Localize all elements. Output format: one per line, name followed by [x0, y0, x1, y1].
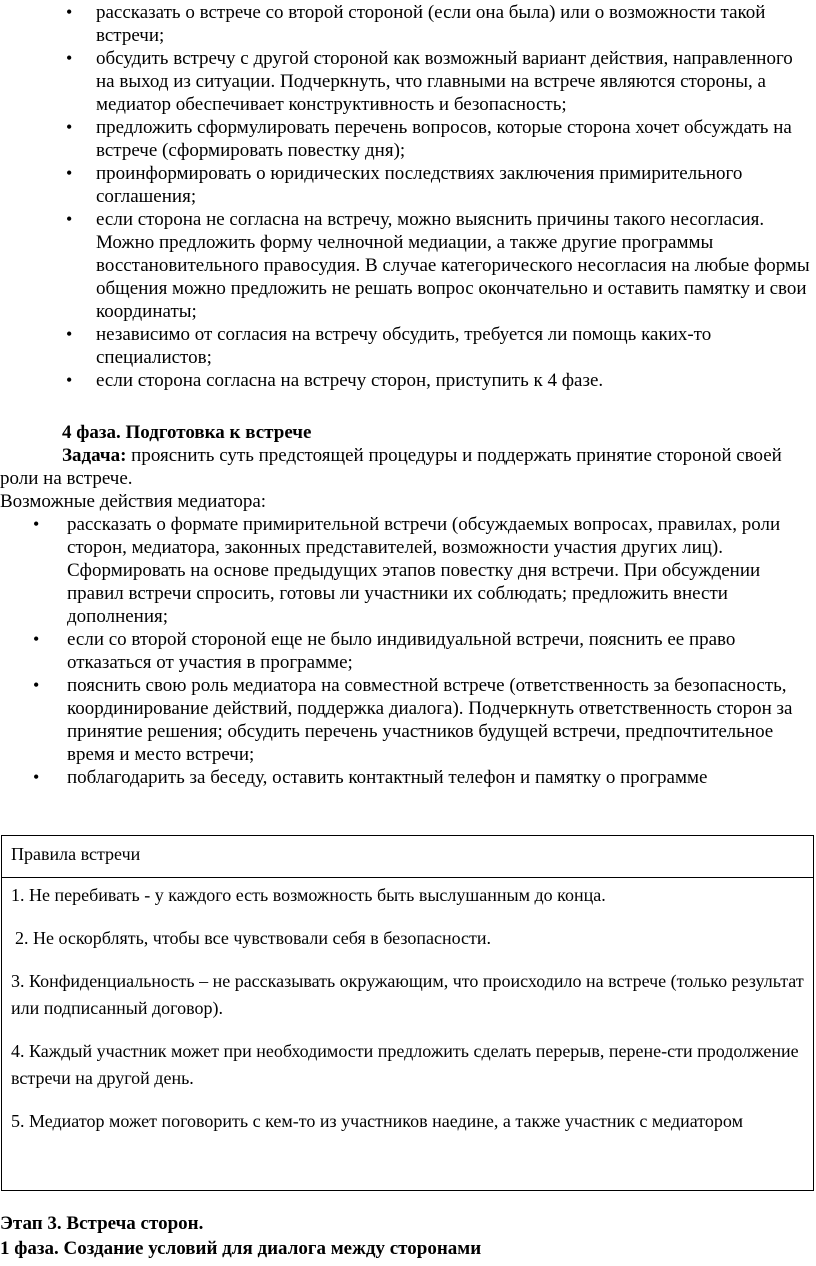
bullet-icon: •: [33, 675, 40, 695]
bullet-icon: •: [66, 209, 73, 229]
actions-label: Возможные действия медиатора:: [0, 491, 267, 512]
top-bullet-list: [66, 1, 814, 392]
rules-table-body: [2, 878, 813, 1135]
task-text: прояснить суть предстоящей процедуры и поддержать принятие стороной своей роли на встрече.: [0, 445, 782, 489]
bullet-icon: •: [66, 48, 73, 68]
mediator-actions-list: [33, 513, 812, 789]
list-item: • если со второй стороной еще не было индивидуальной встречи, пояснить ее право отказаться от участия в программе;: [33, 629, 736, 673]
rule-item: 5. Медиатор может поговорить с кем-то из участников наедине, а также участник с медиатором: [11, 1111, 743, 1131]
task-label: Задача:: [62, 445, 127, 466]
task-paragraph: [0, 444, 812, 490]
rules-table-header: Правила встречи: [2, 836, 813, 878]
meeting-rules-table: [1, 835, 814, 1191]
list-item: • поблагодарить за беседу, оставить контактный телефон и памятку о программе: [33, 767, 708, 788]
bullet-icon: •: [33, 629, 40, 649]
list-item: • рассказать о встрече со второй стороной (если она была) или о возможности такой встречи;: [66, 2, 766, 46]
bullet-icon: •: [66, 2, 73, 22]
list-item: • независимо от согласия на встречу обсудить, требуется ли помощь каких-то специалистов;: [66, 324, 712, 368]
list-item: • обсудить встречу с другой стороной как возможный вариант действия, направленного на выход из ситуации. Подчеркнуть, что главными на встрече являются стороны, а медиатор обеспечивает конструктивность и безопасность;: [66, 48, 793, 115]
stage3-heading: Этап 3. Встреча сторон.: [0, 1213, 204, 1234]
list-item: • предложить сформулировать перечень вопросов, которые сторона хочет обсуждать на встрече (сформировать повестку дня);: [66, 117, 792, 161]
bullet-icon: •: [33, 514, 40, 534]
rule-item: 3. Конфиденциальность – не рассказывать окружающим, что происходило на встрече (только результат или подписанный договор).: [11, 971, 804, 1018]
list-item: • если сторона не согласна на встречу, можно выяснить причины такого несогласия. Можно предложить форму челночной медиации, а также другие программы восстановительного правосудия. В случае категорического несогласия на любые формы общения можно предложить не решать вопрос окончательно и оставить памятку и свои координаты;: [66, 209, 810, 322]
phase1-heading: 1 фаза. Создание условий для диалога между сторонами: [0, 1238, 482, 1259]
bullet-icon: •: [66, 117, 73, 137]
list-item: • рассказать о формате примирительной встречи (обсуждаемых вопросах, правилах, роли сторон, медиатора, законных представителей, возможности участия других лиц). Сформировать на основе предыдущих этапов повестку дня встречи. При обсуждении правил встречи спросить, готовы ли участники их соблюдать; предложить внести дополнения;: [33, 514, 781, 627]
phase4-heading: 4 фаза. Подготовка к встрече: [62, 422, 312, 443]
list-item: • проинформировать о юридических последствиях заключения примирительного соглашения;: [66, 163, 743, 207]
rule-item: 1. Не перебивать - у каждого есть возможность быть выслушанным до конца.: [11, 885, 606, 905]
bullet-icon: •: [33, 767, 40, 787]
bullet-icon: •: [66, 370, 73, 390]
rule-item: 4. Каждый участник может при необходимости предложить сделать перерыв, перене-сти продолжение встречи на другой день.: [11, 1041, 799, 1088]
rule-item: 2. Не оскорблять, чтобы все чувствовали себя в безопасности.: [15, 928, 492, 948]
list-item: • пояснить свою роль медиатора на совместной встрече (ответственность за безопасность, координирование действий, поддержка диалога). Подчеркнуть ответственность сторон за принятие решения; обсудить перечень участников будущей встречи, предпочтительное время и место встречи;: [33, 675, 793, 765]
bullet-icon: •: [66, 163, 73, 183]
list-item: • если сторона согласна на встречу сторон, приступить к 4 фазе.: [66, 370, 604, 391]
bullet-icon: •: [66, 324, 73, 344]
